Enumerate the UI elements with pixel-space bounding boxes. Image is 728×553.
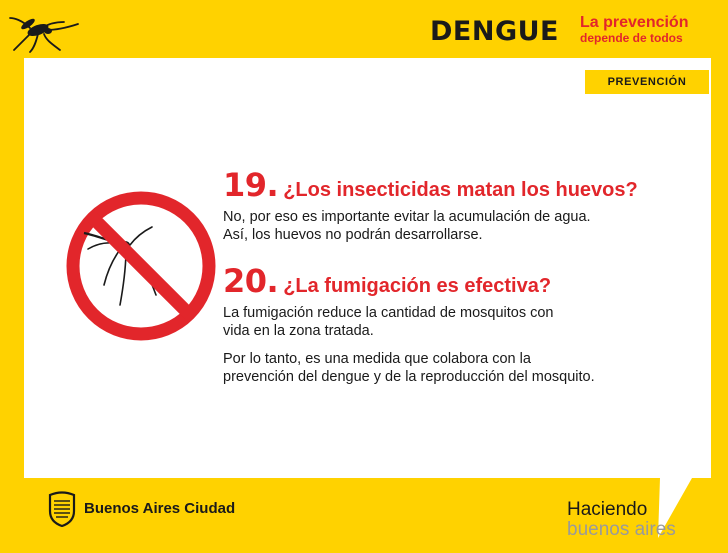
- section-badge: PREVENCIÓN: [585, 70, 709, 94]
- question-heading: [223, 262, 703, 300]
- tagline-line-1: La prevención: [580, 14, 689, 31]
- slogan: [567, 500, 676, 540]
- answer-text: [223, 304, 703, 340]
- slogan-line-1: Haciendo: [567, 499, 648, 520]
- tagline-line-2: depende de todos: [580, 31, 683, 45]
- question-heading: [223, 166, 703, 204]
- question-number: 19.: [223, 166, 279, 204]
- answer-line: vida en la zona tratada.: [223, 323, 374, 339]
- answer-line: No, por eso es importante evitar la acumulación de agua.: [223, 209, 591, 225]
- answer-line: Así, los huevos no podrán desarrollarse.: [223, 227, 483, 243]
- answer-text-continued: [223, 350, 703, 386]
- question-text: ¿Los insecticidas matan los huevos?: [283, 179, 638, 201]
- no-mosquito-icon: [60, 185, 222, 347]
- brand-title: DENGUE: [430, 16, 559, 47]
- question-block-20: [223, 262, 703, 386]
- city-shield-icon: [48, 491, 76, 527]
- question-number: 20.: [223, 262, 279, 300]
- qa-content: [223, 166, 703, 386]
- city-name: Buenos Aires Ciudad: [84, 500, 236, 517]
- slogan-line-2: buenos aires: [567, 519, 676, 540]
- answer-line: Por lo tanto, es una medida que colabora con la: [223, 351, 531, 367]
- question-block-19: [223, 166, 703, 244]
- question-text: ¿La fumigación es efectiva?: [283, 275, 552, 297]
- answer-line: prevención del dengue y de la reproducción del mosquito.: [223, 369, 595, 385]
- answer-text: [223, 208, 703, 244]
- answer-line: La fumigación reduce la cantidad de mosquitos con: [223, 305, 554, 321]
